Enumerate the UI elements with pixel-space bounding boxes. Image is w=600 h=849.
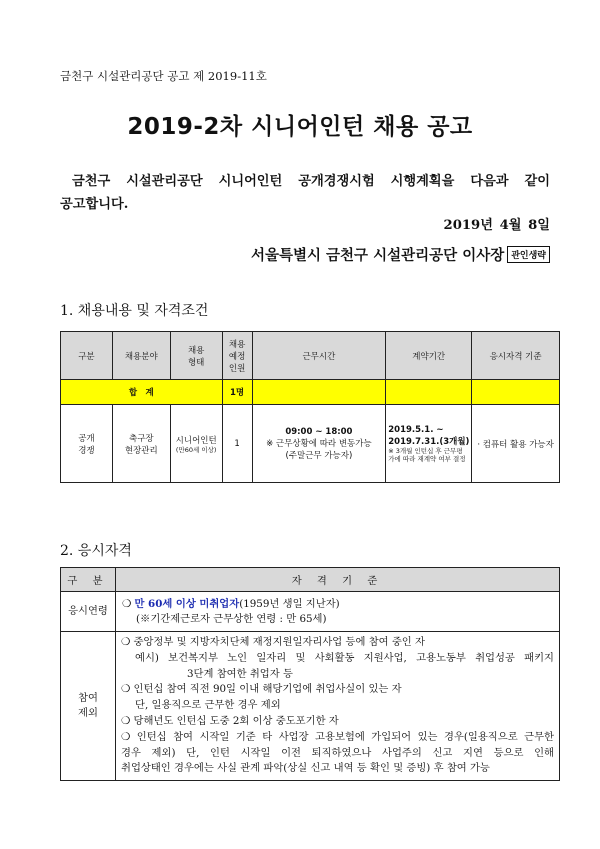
exclusion-line: ❍ 중앙정부 및 지방자치단체 재정지원일자리사업 등에 참여 중인 자 <box>121 636 425 648</box>
row-field: 축구장 현장관리 <box>112 405 170 483</box>
intro-line-1: 금천구 시설관리공단 시니어인턴 공개경쟁시험 시행계획을 다음과 같이 <box>72 174 550 189</box>
row-count: 1 <box>222 405 252 483</box>
section-2-title: 2. 응시자격 <box>60 543 132 559</box>
table-header-row <box>61 332 560 380</box>
eligibility-header-category: 구 분 <box>61 568 116 592</box>
exclusion-line: 취업상태인 경우에는 사실 관계 파악(상실 신고 내역 등 확인 및 증빙) 후 참여 가능 <box>121 762 490 775</box>
age-line <box>122 597 553 612</box>
exclusion-line: 단, 일용직으로 근무한 경우 제외 <box>135 699 281 712</box>
age-note: (※기간제근로자 근무상한 연령 : 만 65세) <box>136 612 327 625</box>
table-row <box>61 632 560 781</box>
exclusion-line: ❍ 인턴십 참여 직전 90일 이내 해당기업에 취업사실이 있는 자 <box>121 683 402 696</box>
row-period-line1: 2019.5.1. ~ <box>388 424 444 435</box>
age-rest: (1959년 생일 지난자) <box>239 597 340 610</box>
eligibility-table <box>60 567 560 781</box>
summary-empty-2 <box>386 380 472 405</box>
eligibility-header-criteria: 자 격 기 준 <box>116 568 560 592</box>
row-type-main: 시니어인턴 <box>175 435 217 446</box>
row-type <box>170 405 222 483</box>
exclusion-line: ❍ 당해년도 인턴십 도중 2회 이상 중도포기한 자 <box>121 714 339 727</box>
announcement-date: 2019년 4월 8일 <box>443 218 550 233</box>
exclusion-line: 3단계 참여한 취업자 등 <box>187 667 293 680</box>
summary-row <box>61 380 560 405</box>
age-highlight: 만 60세 이상 미취업자 <box>134 597 240 610</box>
summary-label: 합 계 <box>61 380 223 405</box>
table-row <box>61 405 560 483</box>
summary-empty-1 <box>252 380 386 405</box>
row-hours-note2: (주말근무 가능자) <box>285 450 353 461</box>
exclusion-line: ❍ 인턴십 참여 시작일 기준 타 사업장 고용보험에 가입되어 있는 경우(일용직으로 근무한 <box>121 730 554 743</box>
seal-stamp: 관인생략 <box>507 246 550 263</box>
exclusion-line: 예시) 보건복지부 노인 일자리 및 사회활동 지원사업, 고용노동부 취업성공 패키지 <box>135 651 554 664</box>
row-period <box>386 405 472 483</box>
signature-text: 서울특별시 금천구 시설관리공단 이사장 <box>250 247 505 264</box>
header-hours: 근무시간 <box>252 332 386 380</box>
row-period-note2: 가에 따라 재계약 여부 결정 <box>388 454 466 463</box>
exclusion-line: 경우 제외) 단, 인턴 시작일 이전 퇴직하였으나 사업주의 신고 지연 등으로 인해 <box>121 746 554 759</box>
header-type: 채용 형태 <box>170 332 222 380</box>
header-field: 채용분야 <box>112 332 170 380</box>
header-category: 구분 <box>61 332 113 380</box>
recruitment-table <box>60 331 560 483</box>
notice-number: 금천구 시설관리공단 공고 제 2019-11호 <box>60 69 267 83</box>
row-hours-note1: ※ 근무상황에 따라 변동가능 <box>266 438 372 449</box>
row-type-sub: (만60세 이상) <box>175 445 217 454</box>
row-period-line2: 2019.7.31.(3개월) <box>388 436 470 447</box>
age-criteria <box>116 592 560 632</box>
intro-line-2: 공고합니다. <box>60 197 129 212</box>
row-qualification: · 컴퓨터 활용 가능자 <box>472 405 560 483</box>
intro-text <box>60 170 550 216</box>
row-period-note1: ※ 3개월 인턴십 후 근무평 <box>388 446 463 455</box>
summary-empty-3 <box>472 380 560 405</box>
page-title: 2019-2차 시니어인턴 채용 공고 <box>127 114 473 140</box>
exclusion-label: 참여 제외 <box>61 632 116 781</box>
section-1-title: 1. 채용내용 및 자격조건 <box>60 303 209 319</box>
header-count: 채용 예정 인원 <box>222 332 252 380</box>
header-period: 계약기간 <box>386 332 472 380</box>
row-hours <box>252 405 386 483</box>
signature-line <box>251 244 550 265</box>
row-category: 공개 경쟁 <box>61 405 113 483</box>
row-hours-main: 09:00 ~ 18:00 <box>285 426 353 437</box>
table-row <box>61 592 560 632</box>
age-label: 응시연령 <box>61 592 116 632</box>
exclusion-criteria <box>116 632 560 781</box>
bullet-icon: ❍ <box>122 597 132 610</box>
header-qualification: 응시자격 기준 <box>472 332 560 380</box>
summary-count: 1명 <box>222 380 252 405</box>
eligibility-header-row <box>61 568 560 592</box>
